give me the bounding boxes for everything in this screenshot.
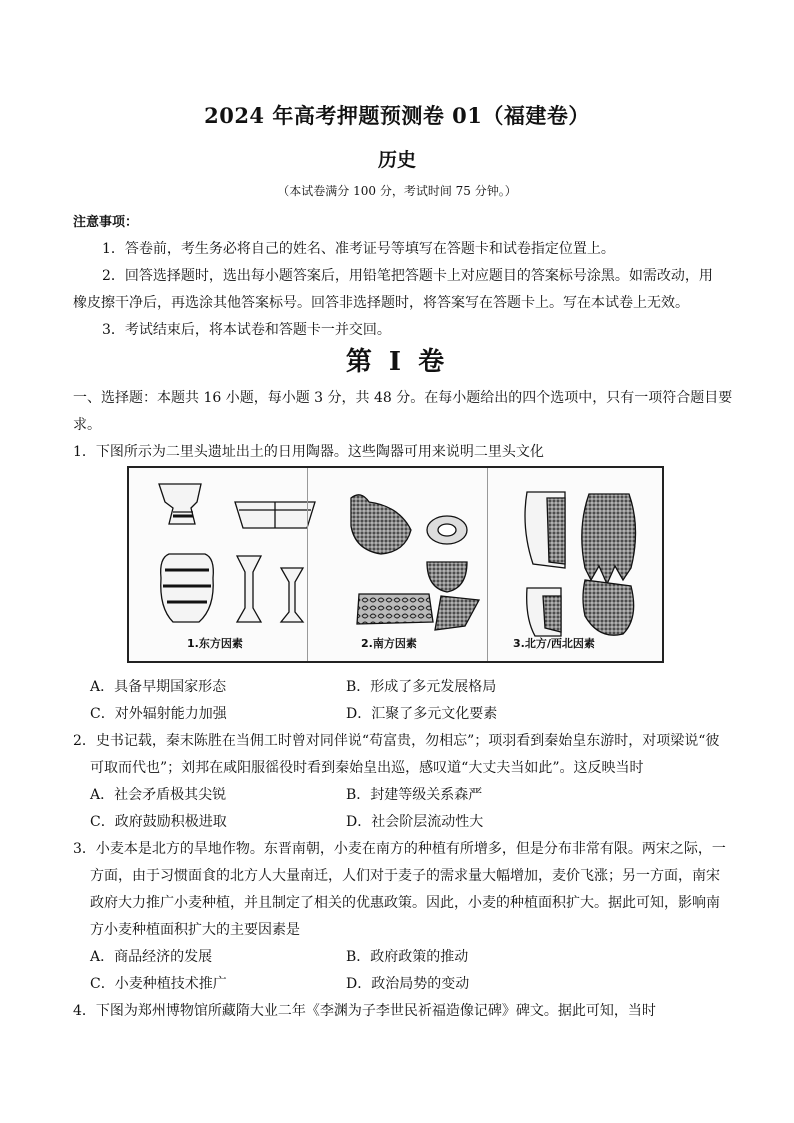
question-3-stem-4: 方小麦种植面积扩大的主要因素是 [90,922,300,938]
q1-option-b: B．形成了多元发展格局 [346,679,497,695]
question-2-stem: 2．史书记载，秦末陈胜在当佣工时曾对同伴说“苟富贵，勿相忘”；项羽看到秦始皇东游时，对项梁说“彼 [73,733,720,749]
southern-pottery-group [351,495,479,630]
section-intro-cont: 求。 [73,417,101,433]
northern-pottery-group [525,492,636,636]
figure-caption-east: 1.东方因素 [187,637,243,650]
exam-title: 2024 年高考押题预测卷 01（福建卷） [204,103,590,128]
question-3-stem-3: 政府大力推广小麦种植，并且制定了相关的优惠政策。因此，小麦的种植面积扩大。据此可知，影响南 [90,895,720,911]
q3-option-d: D．政治局势的变动 [346,976,470,992]
section-title: 第 I 卷 [345,347,449,377]
figure-caption-north: 3.北方/西北因素 [513,637,595,650]
exam-duration-note: （本试卷满分 100 分，考试时间 75 分钟。） [277,184,517,198]
q2-option-a: A．社会矛盾极其尖锐 [90,787,227,803]
q2-option-d: D．社会阶层流动性大 [346,814,484,830]
notice-item-3: 3．考试结束后，将本试卷和答题卡一并交回。 [102,322,391,338]
notice-item-2: 2．回答选择题时，选出每小题答案后，用铅笔把答题卡上对应题目的答案标号涂黑。如需改动，用 [102,268,713,284]
section-intro: 一、选择题：本题共 16 小题，每小题 3 分，共 48 分。在每小题给出的四个选项中，只有一项符合题目要 [73,390,733,406]
question-1-stem: 1．下图所示为二里头遗址出土的日用陶器。这些陶器可用来说明二里头文化 [73,444,544,460]
pottery-figure [127,466,664,663]
pottery-illustration [129,468,662,661]
eastern-pottery-group [159,484,315,622]
q3-option-c: C．小麦种植技术推广 [90,976,227,992]
q1-option-c: C．对外辐射能力加强 [90,706,227,722]
q2-option-c: C．政府鼓励积极进取 [90,814,227,830]
question-2-stem-cont: 可取而代也”；刘邦在咸阳服徭役时看到秦始皇出巡，感叹道“大丈夫当如此”。这反映当时 [90,760,644,776]
q3-option-b: B．政府政策的推动 [346,949,469,965]
q3-option-a: A．商品经济的发展 [90,949,213,965]
q2-option-b: B．封建等级关系森严 [346,787,483,803]
notice-item-2-cont: 橡皮擦干净后，再选涂其他答案标号。回答非选择题时，将答案写在答题卡上。写在本试卷上无效。 [73,295,689,311]
question-3-stem: 3．小麦本是北方的旱地作物。东晋南朝，小麦在南方的种植有所增多，但是分布非常有限。两宋之际，一 [73,841,726,857]
subject-title: 历史 [377,149,416,171]
figure-caption-south: 2.南方因素 [361,637,417,650]
question-4-stem: 4．下图为郑州博物馆所藏隋大业二年《李渊为子李世民祈福造像记碑》碑文。据此可知，当时 [73,1003,656,1019]
question-3-stem-2: 方面，由于习惯面食的北方人大量南迁，人们对于麦子的需求量大幅增加，麦价飞涨；另一方面，南宋 [90,868,720,884]
q1-option-d: D．汇聚了多元文化要素 [346,706,498,722]
notice-heading: 注意事项： [73,215,139,230]
q1-option-a: A．具备早期国家形态 [90,679,227,695]
notice-item-1: 1．答卷前，考生务必将自己的姓名、准考证号等填写在答题卡和试卷指定位置上。 [102,241,615,257]
